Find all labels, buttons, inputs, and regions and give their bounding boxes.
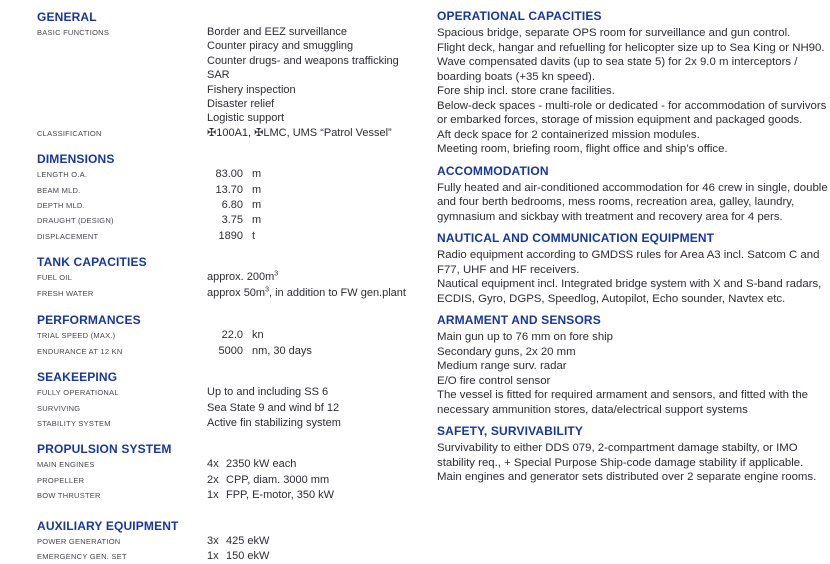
spec-unit: kn xyxy=(252,329,264,342)
spec-label: DRAUGHT (DESIGN) xyxy=(37,216,114,226)
paragraph: Survivability to either DDS 079, 2-compartment damage stabilty, or IMO stability req., + Special Purpose Ship-code damage stability if applicable. xyxy=(437,442,804,469)
spec-value xyxy=(207,213,261,227)
spec-label: BASIC FUNCTIONS xyxy=(37,28,110,37)
paragraph: Fully heated and air-conditioned accommodation for 46 crew in single, double and four berth bedrooms, mess rooms, recreation area, galley, laundry, gymnasium and sickbay with treatment and recovery area for 4 pers. xyxy=(437,181,828,223)
spec-value xyxy=(207,534,269,548)
paragraph: Secondary guns, 2x 20 mm xyxy=(437,345,576,358)
section-heading-dimensions: DIMENSIONS xyxy=(37,152,115,167)
section-heading-operational: OPERATIONAL CAPACITIES xyxy=(437,9,602,23)
spec-text: 425 ekW xyxy=(226,534,270,547)
spec-value xyxy=(207,549,269,563)
paragraph: Flight deck, hangar and refuelling for helicopter size up to Sea King or NH90. xyxy=(437,41,825,54)
spec-label: FULLY OPERATIONAL xyxy=(37,388,119,398)
spec-value xyxy=(207,286,406,301)
spec-unit: nm, 30 days xyxy=(252,344,312,357)
paragraph: Wave compensated davits (up to sea state 5) for 2x 9.0 m interceptors / boarding boats (+35 kn speed). xyxy=(437,56,798,83)
paragraph: Below-deck spaces - multi-role or dedicated - for accommodation of survivors or embarked forces, storage of mission equipment and packaged goods. xyxy=(437,99,827,126)
spec-row xyxy=(37,126,433,141)
section-heading-general: GENERAL xyxy=(37,10,97,24)
section-heading-armament: ARMAMENT AND SENSORS xyxy=(437,313,601,327)
spec-value xyxy=(207,229,255,243)
section-armament-sensors xyxy=(437,313,829,417)
right-column xyxy=(437,9,829,485)
spec-row xyxy=(37,534,433,549)
spec-label: POWER GENERATION xyxy=(37,536,121,546)
section-tank-capacities xyxy=(37,255,433,301)
section-heading-safety: SAFETY, SURVIVABILITY xyxy=(437,424,584,438)
spec-text: CPP, diam. 3000 mm xyxy=(226,473,330,486)
spec-label: MAIN ENGINES xyxy=(37,460,95,470)
spec-row xyxy=(37,25,433,126)
spec-row xyxy=(37,401,433,416)
spec-value xyxy=(207,270,278,285)
section-propulsion xyxy=(37,442,433,503)
spec-quantity: 3x xyxy=(207,534,219,547)
paragraph: Meeting room, briefing room, flight office and ship’s office. xyxy=(437,143,728,155)
section-accommodation xyxy=(437,164,829,225)
section-nautical-communication xyxy=(437,231,829,306)
superscript: 3 xyxy=(274,270,279,278)
spec-text: FPP, E-motor, 350 kW xyxy=(226,489,335,502)
section-safety-survivability xyxy=(437,424,829,485)
spec-row xyxy=(37,286,433,301)
spec-row xyxy=(37,344,433,360)
spec-value xyxy=(207,457,296,471)
spec-value: Active fin stabilizing system xyxy=(207,416,341,429)
left-column xyxy=(37,10,433,564)
section-general xyxy=(37,10,433,141)
spec-label: STABILITY SYSTEM xyxy=(37,418,111,428)
spec-number: 22.0 xyxy=(221,329,243,342)
section-heading-tank: TANK CAPACITIES xyxy=(37,255,147,270)
spec-label: FUEL OIL xyxy=(37,273,73,283)
spec-quantity: 4x xyxy=(207,458,219,471)
section-performances xyxy=(37,313,433,359)
paragraph: Radio equipment according to GMDSS rules for Area A3 incl. Satcom C and F77, UHF and HF receivers. xyxy=(437,249,820,276)
spec-value: ✠100A1, ✠LMC, UMS “Patrol Vessel” xyxy=(207,126,392,139)
spec-label: BEAM MLD. xyxy=(37,185,81,195)
spec-unit: m xyxy=(252,214,262,227)
spec-text: 150 ekW xyxy=(226,549,270,562)
spec-number: 5000 xyxy=(218,344,243,357)
spec-value xyxy=(207,473,329,487)
spec-row xyxy=(37,473,433,488)
paragraph: Medium range surv. radar xyxy=(437,360,567,372)
spec-row xyxy=(37,488,433,503)
spec-text: approx 50m xyxy=(207,286,266,299)
spec-label: LENGTH O.A. xyxy=(37,170,88,180)
spec-text: , in addition to FW gen.plant xyxy=(269,286,406,299)
spec-label: PROPELLER xyxy=(37,475,85,485)
spec-row xyxy=(37,328,433,344)
spec-value xyxy=(207,344,312,360)
spec-row xyxy=(37,229,433,244)
spec-row xyxy=(37,457,433,472)
spec-value-line: Fishery inspection xyxy=(207,83,296,96)
spec-value-line: Counter drugs- and weapons trafficking xyxy=(207,54,399,67)
spec-value xyxy=(207,183,261,197)
paragraph: Nautical equipment incl. Integrated bridge system with X and S-band radars, ECDIS, Gyro, DGPS, Speedlog, Autopilot, Echo sounder, Navtex etc. xyxy=(437,278,822,305)
paragraph: The vessel is fitted for required armament and sensors, and fitted with the necessary ammunition stores, data/electrical support systems xyxy=(437,389,809,416)
spec-value xyxy=(207,198,261,212)
paragraph: Fore ship incl. store crane facilities. xyxy=(437,85,615,97)
spec-row xyxy=(37,183,433,198)
spec-quantity: 2x xyxy=(207,473,219,486)
spec-label: DISPLACEMENT xyxy=(37,231,99,241)
spec-value xyxy=(207,488,334,502)
section-heading-seakeeping: SEAKEEPING xyxy=(37,370,118,385)
spec-value: Up to and including SS 6 xyxy=(207,386,329,399)
section-auxiliary xyxy=(37,519,433,564)
spec-label: EMERGENCY GEN. SET xyxy=(37,551,127,561)
spec-label: SURVIVING xyxy=(37,403,81,413)
paragraph: E/O fire control sensor xyxy=(437,374,551,387)
spec-text: 2350 kW each xyxy=(226,458,297,471)
spec-label: CLASSIFICATION xyxy=(37,128,102,138)
spec-number: 13.70 xyxy=(215,183,243,196)
paragraph: Spacious bridge, separate OPS room for surveillance and gun control. xyxy=(437,27,791,39)
spec-number: 3.75 xyxy=(221,214,243,227)
spec-value-line: Border and EEZ surveillance xyxy=(207,26,348,38)
section-dimensions xyxy=(37,152,433,244)
spec-label: TRIAL SPEED (MAX.) xyxy=(37,331,116,341)
spec-unit: t xyxy=(252,229,256,242)
spec-text: approx. 200m xyxy=(207,271,275,284)
spec-row xyxy=(37,198,433,213)
section-heading-propulsion: PROPULSION SYSTEM xyxy=(37,442,172,457)
spec-row xyxy=(37,270,433,285)
spec-quantity: 1x xyxy=(207,489,219,502)
spec-value xyxy=(207,167,261,181)
spec-row xyxy=(37,385,433,400)
spec-value-line: Counter piracy and smuggling xyxy=(207,40,354,53)
spec-label: ENDURANCE AT 12 KN xyxy=(37,346,123,356)
spec-row xyxy=(37,416,433,431)
spec-value-line: Disaster relief xyxy=(207,98,275,111)
section-seakeeping xyxy=(37,370,433,431)
section-heading-auxiliary: AUXILIARY EQUIPMENT xyxy=(37,518,179,533)
section-heading-performances: PERFORMANCES xyxy=(37,313,141,328)
spec-label: FRESH WATER xyxy=(37,288,94,298)
spec-unit: m xyxy=(252,199,262,212)
spec-label: DEPTH MLD. xyxy=(37,201,85,211)
spec-value: Sea State 9 and wind bf 12 xyxy=(207,401,340,414)
spec-number: 83.00 xyxy=(215,168,243,181)
spec-label: BOW THRUSTER xyxy=(37,491,101,501)
spec-unit: m xyxy=(252,168,262,181)
spec-value xyxy=(207,328,264,344)
spec-value-line: Logistic support xyxy=(207,112,285,125)
spec-unit: m xyxy=(252,183,262,196)
spec-number: 6.80 xyxy=(221,199,243,212)
paragraph: Main gun up to 76 mm on fore ship xyxy=(437,331,614,343)
paragraph: Aft deck space for 2 containerized mission modules. xyxy=(437,128,700,141)
spec-value-line: SAR xyxy=(207,69,230,82)
section-heading-accommodation: ACCOMMODATION xyxy=(437,163,549,178)
spec-quantity: 1x xyxy=(207,549,219,562)
spec-row xyxy=(37,549,433,564)
spec-value-list xyxy=(207,25,399,126)
superscript: 3 xyxy=(265,286,269,294)
spec-row xyxy=(37,213,433,228)
section-heading-nautical: NAUTICAL AND COMMUNICATION EQUIPMENT xyxy=(437,231,715,245)
paragraph: Main engines and generator sets distributed over 2 separate engine rooms. xyxy=(437,471,817,483)
spec-row xyxy=(37,167,433,182)
spec-number: 1890 xyxy=(218,229,243,242)
section-operational-capacities xyxy=(437,9,829,157)
